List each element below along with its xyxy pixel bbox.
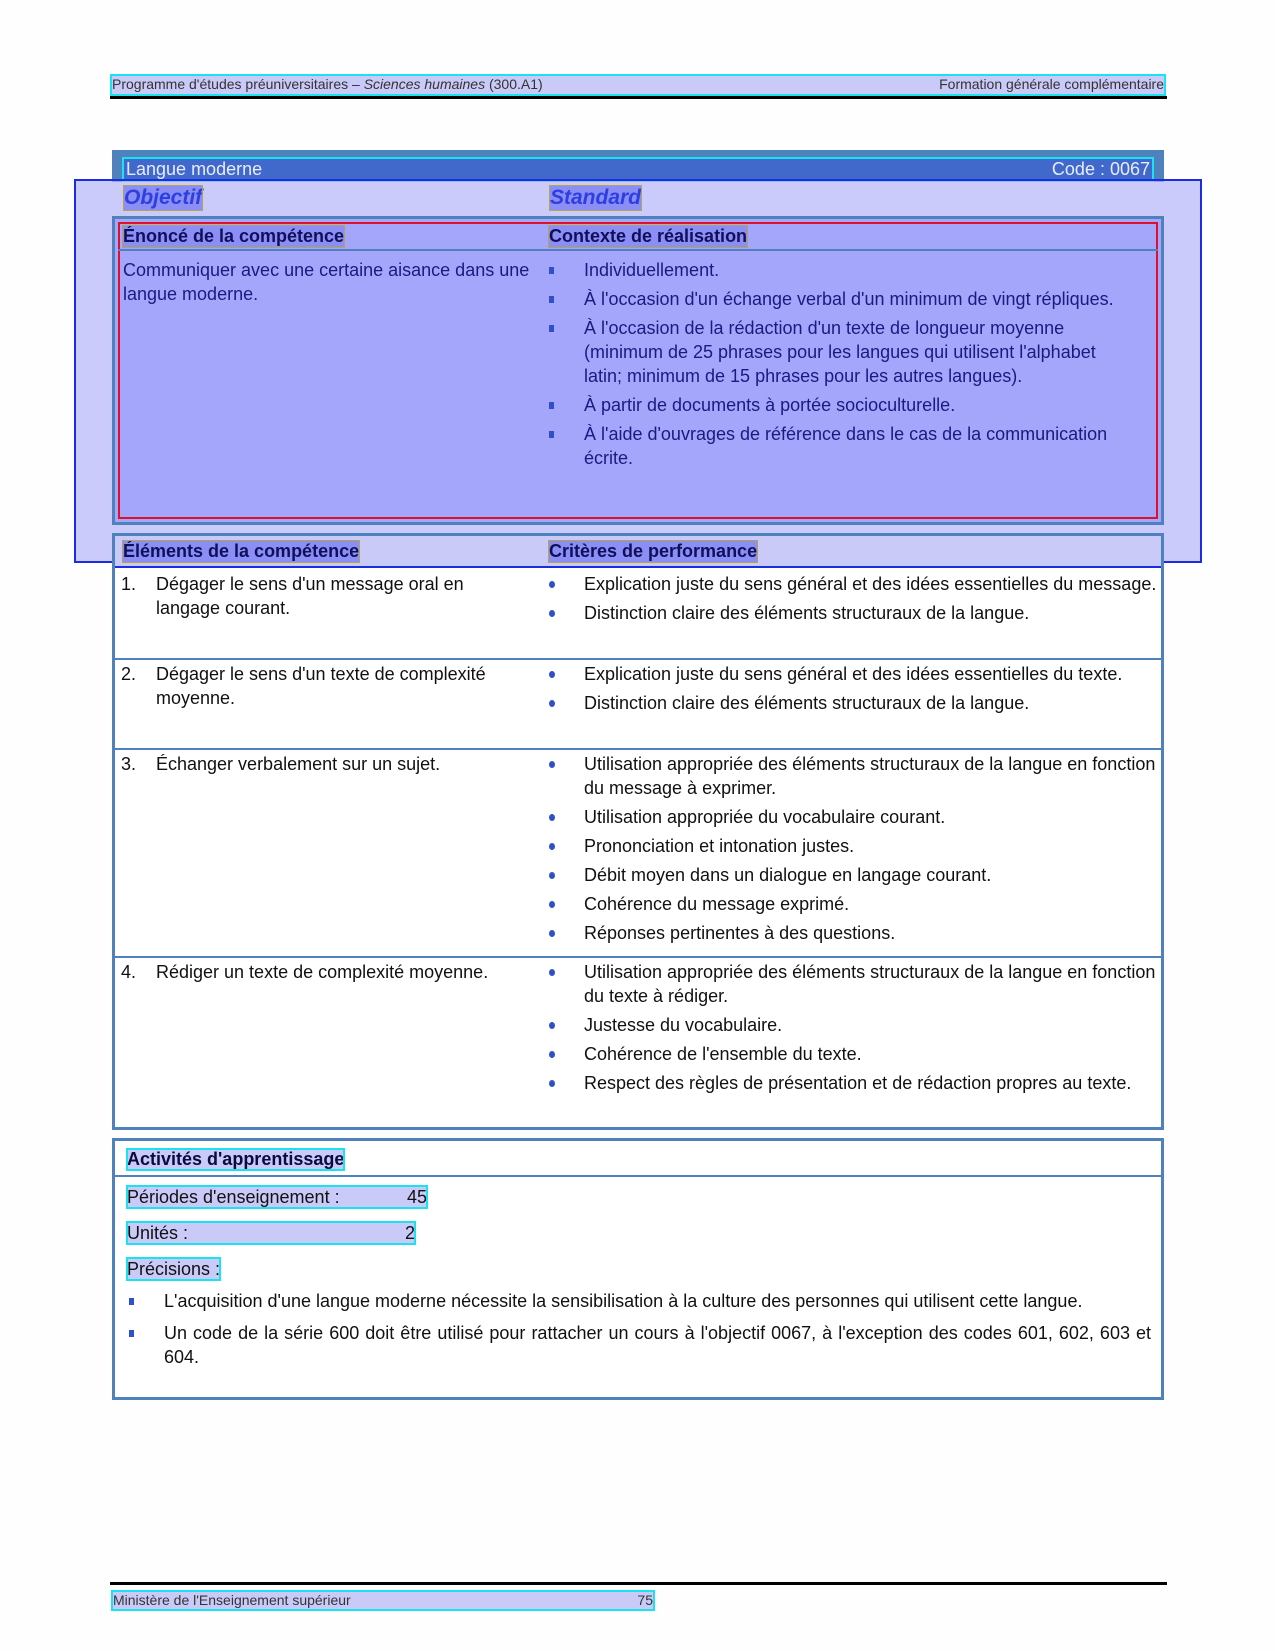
course-title-bar <box>112 150 1164 182</box>
precision-item: Un code de la série 600 doit être utilisé pour rattacher un cours à l'objectif 0067, à l'exception des codes 601, 602, 603 et 604. <box>127 1321 1151 1369</box>
activities-heading: Activités d'apprentissage <box>127 1149 345 1169</box>
footer-rule <box>110 1582 1167 1585</box>
criteria-list <box>547 662 1172 720</box>
bullet-icon <box>549 930 555 937</box>
bullet-icon <box>549 610 555 617</box>
bullet-icon <box>549 700 555 707</box>
bullet-icon <box>549 1080 555 1087</box>
criterion-item: Respect des règles de présentation et de rédaction propres au texte. <box>547 1071 1172 1095</box>
element-text: 2. Dégager le sens d'un texte de complexité moyenne. <box>121 664 486 708</box>
criterion-item: Distinction claire des éléments structuraux de la langue. <box>547 601 1172 625</box>
competence-statement-heading: Énoncé de la compétence <box>123 226 345 246</box>
course-title: Langue moderne <box>126 159 263 179</box>
bullet-icon <box>549 402 554 409</box>
context-heading: Contexte de réalisation <box>549 226 748 246</box>
header-formation: Formation générale complémentaire <box>939 76 1164 92</box>
criteria-list <box>547 752 1172 950</box>
competence-section <box>112 216 1164 525</box>
course-code: Code : 0067 <box>1051 159 1150 179</box>
header-rule <box>110 96 1167 99</box>
criterion-item: Utilisation appropriée des éléments structuraux de la langue en fonction du message à exprimer. <box>547 752 1172 800</box>
periods-value: 45 <box>406 1187 427 1207</box>
criterion-item: Explication juste du sens général et des idées essentielles du texte. <box>547 662 1172 686</box>
bullet-icon <box>549 969 555 976</box>
context-item: À partir de documents à portée socioculturelle. <box>547 393 1127 417</box>
competence-statement: Communiquer avec une certaine aisance dans une langue moderne. <box>123 260 530 304</box>
periods-label: Périodes d'enseignement : <box>127 1187 340 1207</box>
bullet-icon <box>549 872 555 879</box>
activities-header <box>115 1141 1161 1177</box>
units-line <box>127 1222 415 1244</box>
context-item: À l'occasion de la rédaction d'un texte de longueur moyenne (minimum de 25 phrases pour les langues qui utilisent l'alphabet latin; minimum de 15 phrases pour les autres langues). <box>547 316 1127 388</box>
bullet-icon <box>129 1298 134 1305</box>
header-program: Programme d'études préuniversitaires – Sciences humaines (300.A1) <box>112 76 543 92</box>
element-row <box>115 956 1161 1126</box>
bullet-icon <box>549 1022 555 1029</box>
criteria-list <box>547 960 1172 1100</box>
bullet-icon <box>549 843 555 850</box>
criterion-item: Utilisation appropriée du vocabulaire courant. <box>547 805 1172 829</box>
bullet-icon <box>549 325 554 332</box>
element-text: 3. Échanger verbalement sur un sujet. <box>121 754 441 774</box>
context-item: À l'aide d'ouvrages de référence dans le cas de la communication écrite. <box>547 422 1127 470</box>
criterion-item: Utilisation appropriée des éléments structuraux de la langue en fonction du texte à rédiger. <box>547 960 1172 1008</box>
criterion-item: Réponses pertinentes à des questions. <box>547 921 1172 945</box>
page-number: 75 <box>637 1592 653 1608</box>
criterion-item: Cohérence du message exprimé. <box>547 892 1172 916</box>
performance-section <box>112 533 1164 1130</box>
criterion-item: Cohérence de l'ensemble du texte. <box>547 1042 1172 1066</box>
performance-header <box>115 536 1161 568</box>
element-row <box>115 568 1161 660</box>
page-header <box>112 76 1164 94</box>
bullet-icon <box>549 267 554 274</box>
units-value: 2 <box>404 1223 415 1243</box>
criterion-item: Justesse du vocabulaire. <box>547 1013 1172 1037</box>
units-label: Unités : <box>127 1223 189 1243</box>
criterion-item: Explication juste du sens général et des idées essentielles du message. <box>547 572 1172 596</box>
criterion-item: Distinction claire des éléments structuraux de la langue. <box>547 691 1172 715</box>
criteria-list <box>547 572 1172 630</box>
criterion-item: Prononciation et intonation justes. <box>547 834 1172 858</box>
bullet-icon <box>549 431 554 438</box>
context-item: À l'occasion d'un échange verbal d'un minimum de vingt répliques. <box>547 287 1127 311</box>
element-text: 4. Rédiger un texte de complexité moyenne. <box>121 962 489 982</box>
bullet-icon <box>549 1051 555 1058</box>
bullet-icon <box>549 761 555 768</box>
bullet-icon <box>549 581 555 588</box>
bullet-icon <box>549 901 555 908</box>
precisions-label: Précisions : <box>127 1259 221 1279</box>
bullet-icon <box>129 1330 134 1337</box>
objective-standard-row <box>122 186 1162 212</box>
element-row <box>115 658 1161 750</box>
criterion-item: Débit moyen dans un dialogue en langage courant. <box>547 863 1172 887</box>
standard-heading: Standard <box>550 186 642 209</box>
element-text: 1. Dégager le sens d'un message oral en langage courant. <box>121 574 464 618</box>
page-footer <box>113 1592 653 1609</box>
periods-line <box>127 1186 427 1208</box>
precision-item: L'acquisition d'une langue moderne nécessite la sensibilisation à la culture des personnes qui utilisent cette langue. <box>127 1289 1151 1313</box>
bullet-icon <box>549 296 554 303</box>
element-row <box>115 748 1161 958</box>
elements-heading: Éléments de la compétence <box>123 541 360 561</box>
context-list <box>547 258 1127 475</box>
bullet-icon <box>549 814 555 821</box>
objectif-heading: Objectif <box>124 186 203 209</box>
criteria-heading: Critères de performance <box>549 541 758 561</box>
footer-ministry: Ministère de l'Enseignement supérieur <box>113 1592 351 1608</box>
precisions-list <box>127 1289 1151 1374</box>
activities-section <box>112 1138 1164 1400</box>
bullet-icon <box>549 671 555 678</box>
context-item: Individuellement. <box>547 258 1127 282</box>
